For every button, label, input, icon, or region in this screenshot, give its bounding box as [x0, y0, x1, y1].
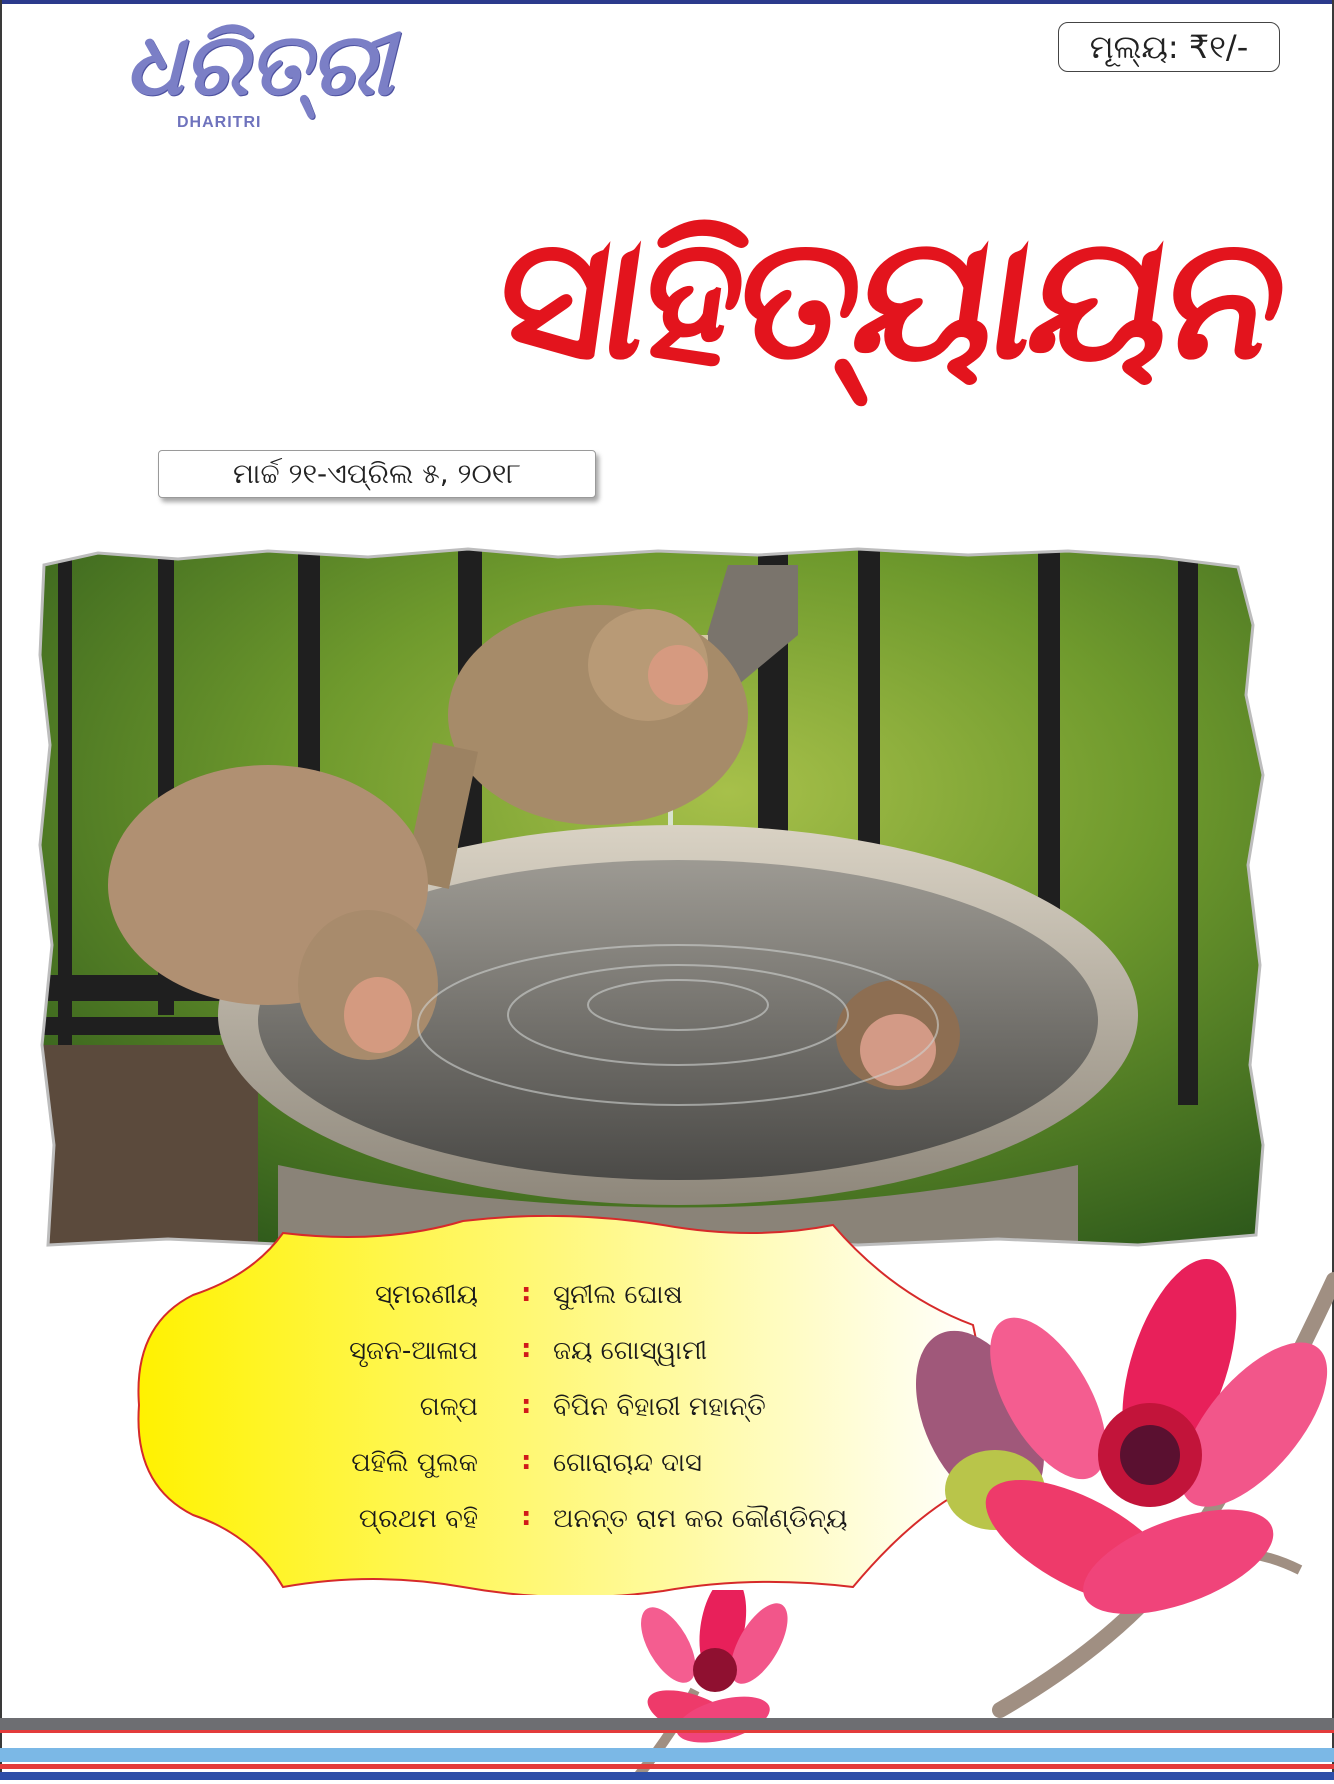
colon-separator: : [521, 1390, 532, 1420]
author-name: ଅନନ୍ତ ରାମ କର କୌଣ୍ଡିନ୍ୟ [553, 1504, 848, 1534]
section-label: ପହିଲି ପୁଲକ [351, 1448, 478, 1478]
section-label: ସ୍ମରଣୀୟ [375, 1280, 478, 1310]
author-name: ଜୟ ଗୋସ୍ୱାମୀ [553, 1336, 708, 1366]
left-border [0, 0, 2, 1780]
contents-row [133, 1270, 993, 1326]
colon-separator: : [521, 1446, 532, 1476]
author-name: ବିପିନ ବିହାରୀ ମହାନ୍ତି [553, 1392, 766, 1422]
top-border [0, 0, 1334, 4]
footer-stripe [0, 1718, 1334, 1730]
contents-row [133, 1382, 993, 1438]
colon-separator: : [521, 1334, 532, 1364]
author-name: ଗୋରାଚାନ୍ଦ ଦାସ [553, 1448, 702, 1478]
section-label: ସୃଜନ-ଆଳାପ [349, 1336, 478, 1366]
footer-stripe [0, 1748, 1334, 1762]
footer-stripe [0, 1764, 1334, 1769]
supplement-title: ସାହିତ୍ୟାୟନ [485, 200, 1296, 398]
logo-wordmark: ଧରିତ୍ରୀ [125, 14, 394, 115]
cover-photo [38, 545, 1293, 1250]
contents-row [133, 1326, 993, 1382]
issue-date: ମାର୍ଚ୍ଚ ୨୧-ଏପ୍ରିଲ ୫, ୨୦୧୮ [158, 450, 596, 498]
dharitri-logo [125, 14, 395, 142]
author-name: ସୁନୀଲ ଘୋଷ [553, 1280, 683, 1310]
contents-list [133, 1270, 993, 1550]
contents-row [133, 1494, 993, 1550]
price-badge: ମୂଲ୍ୟ: ₹୧/- [1058, 22, 1280, 72]
section-label: ଗଳ୍ପ [419, 1392, 478, 1422]
colon-separator: : [521, 1278, 532, 1308]
section-label: ପ୍ରଥମ ବହି [358, 1504, 478, 1534]
contents-row [133, 1438, 993, 1494]
flower-illustration [880, 1240, 1334, 1720]
footer-stripe [0, 1730, 1334, 1733]
footer-stripe [0, 1772, 1334, 1780]
contents-panel [133, 1215, 993, 1595]
colon-separator: : [521, 1502, 532, 1532]
logo-subtext: DHARITRI [177, 114, 262, 131]
